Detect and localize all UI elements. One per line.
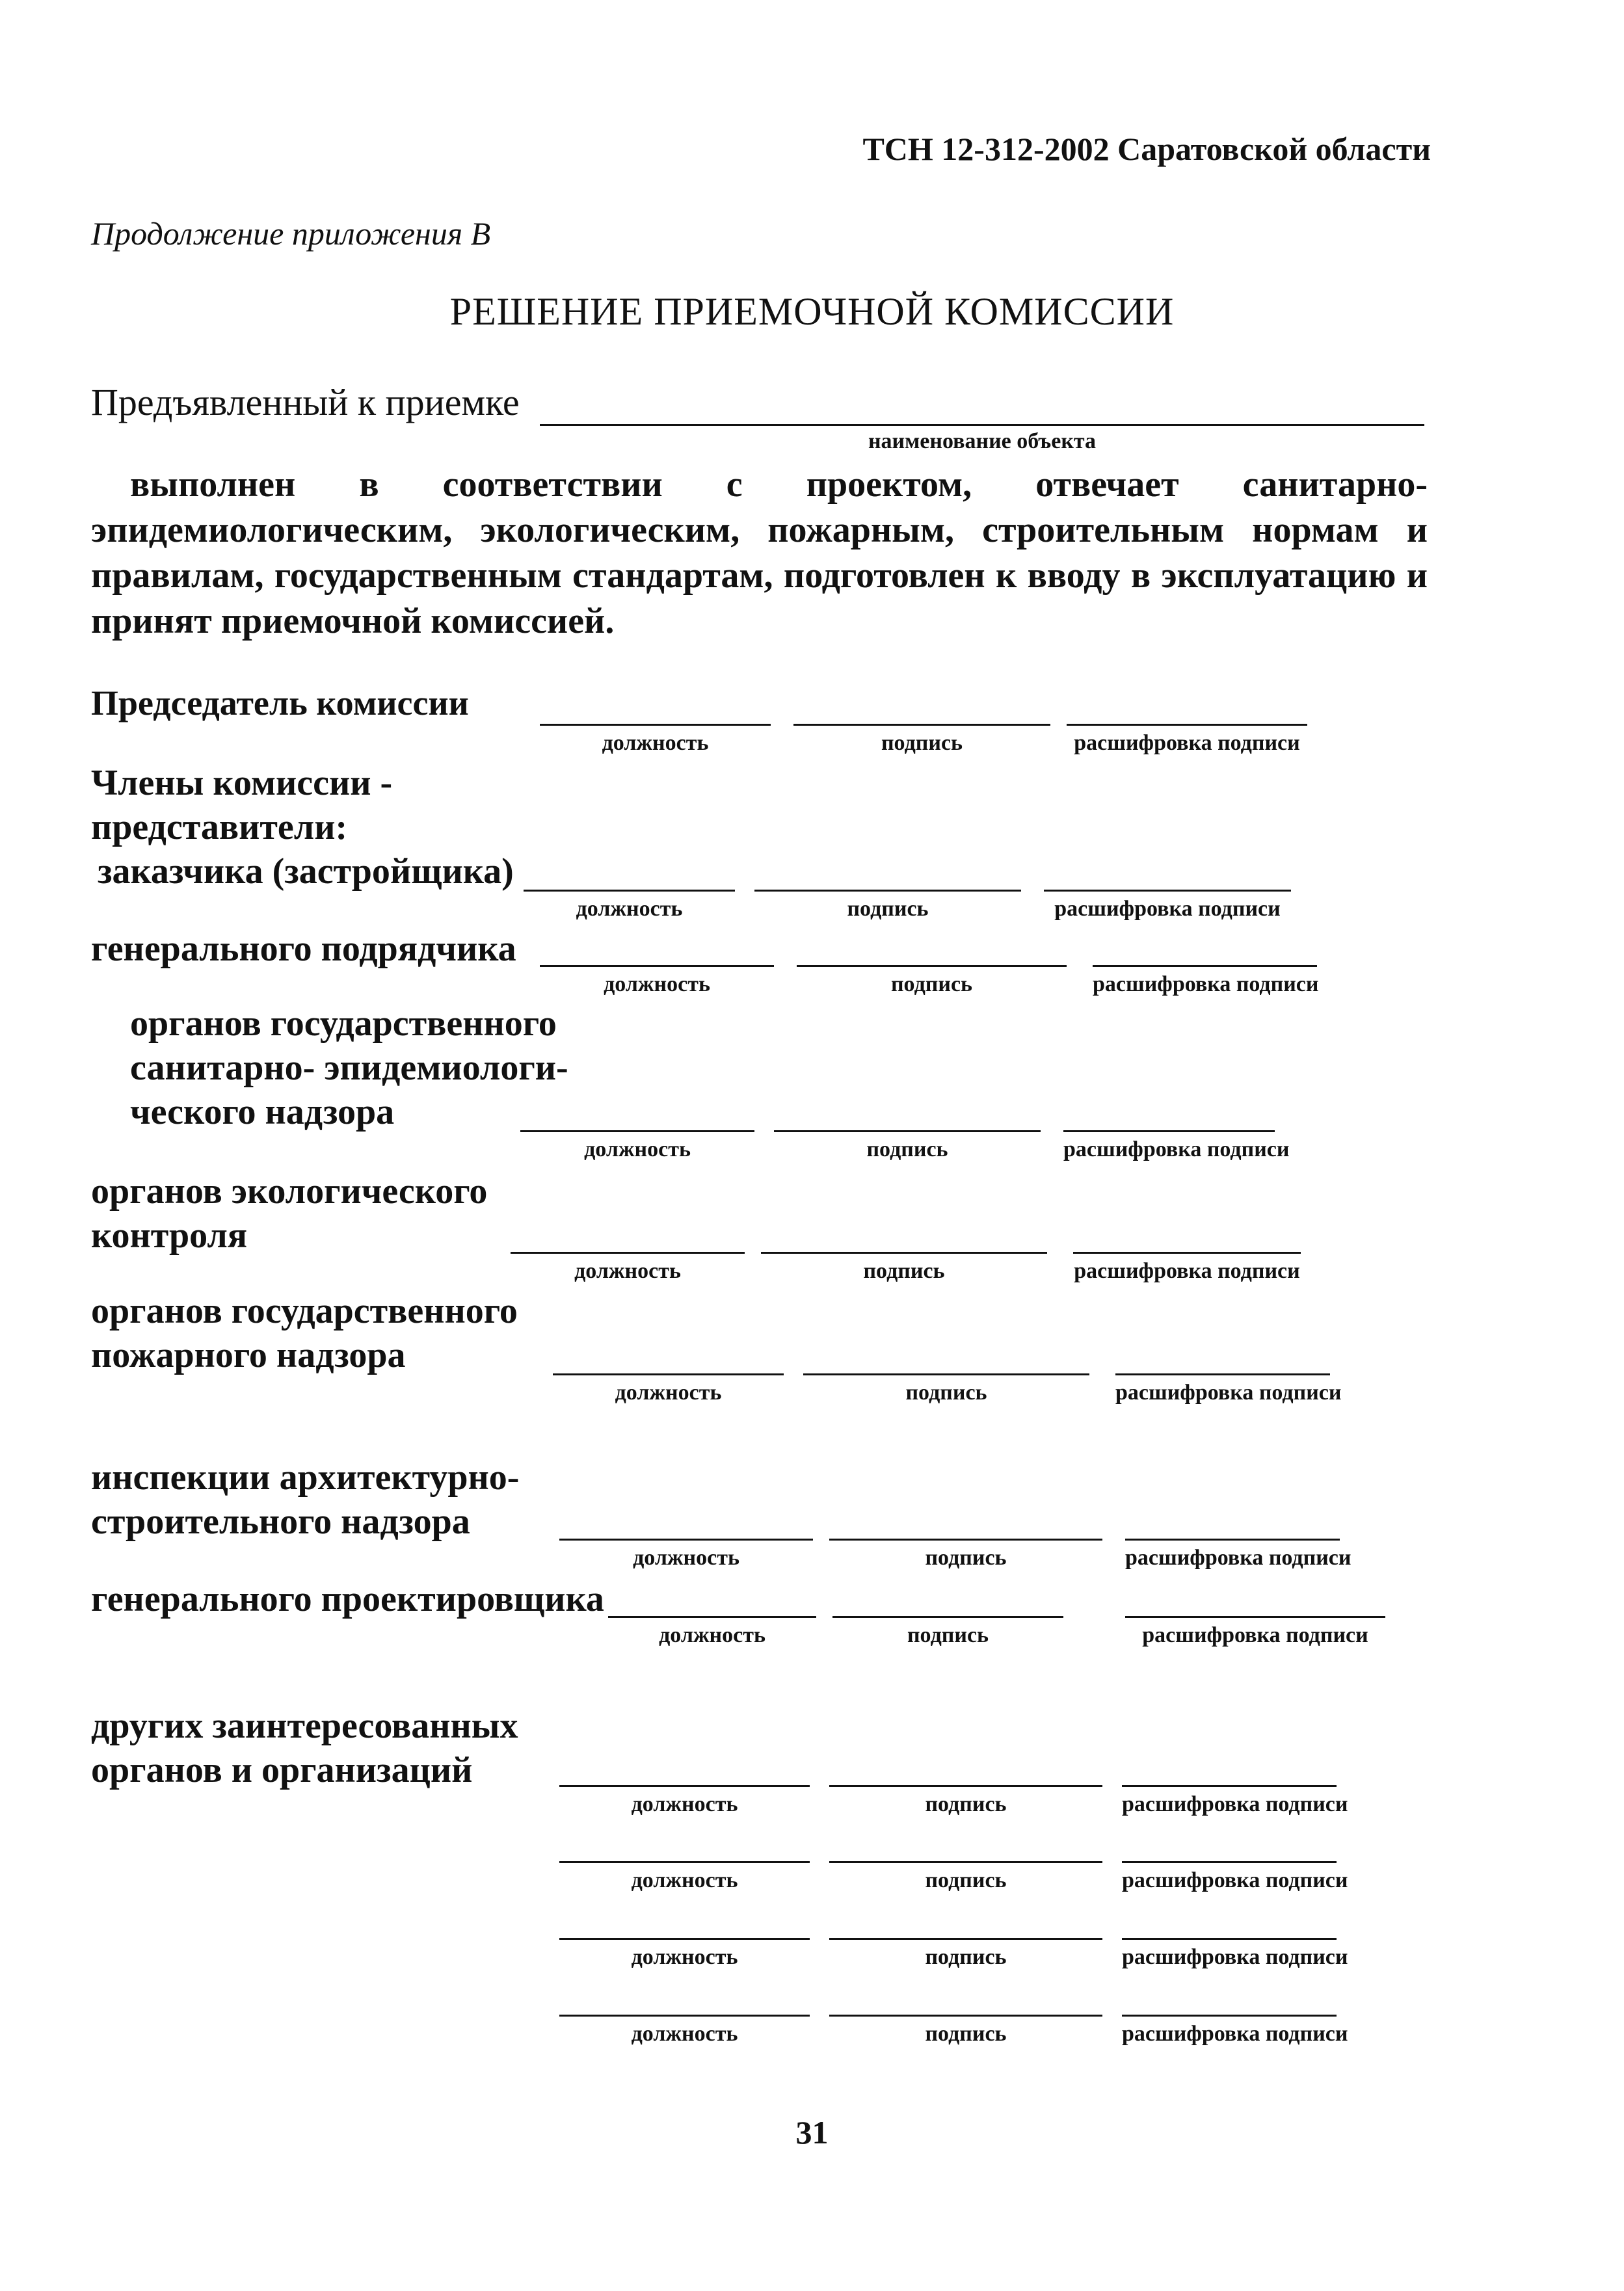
signature-caption: подпись [925,1945,1007,1969]
signature-caption: подпись [925,1792,1007,1816]
signature-cell-decoding [1067,724,1307,756]
decoding-caption: расшифровка подписи [1122,1945,1348,1969]
members-title-line1: Члены комиссии - [91,763,393,803]
position-caption: должность [631,1792,738,1816]
members-title-line2: представители: [91,807,348,847]
position-field[interactable] [559,1785,810,1787]
decoding-caption: расшифровка подписи [1054,897,1281,921]
signature-cell-signature [829,1938,1102,1970]
signature-cell-signature [761,1252,1047,1284]
ecological-label-line1: органов экологического [91,1171,488,1212]
decoding-field[interactable] [1063,1130,1275,1132]
signature-cell-decoding [1122,1861,1348,1893]
page-title: РЕШЕНИЕ ПРИЕМОЧНОЙ КОМИССИИ [449,290,1175,333]
decoding-caption: расшифровка подписи [1125,1546,1351,1570]
signature-cell-position [524,890,735,921]
signature-cell-position [559,2015,810,2046]
decoding-caption: расшифровка подписи [1063,1137,1290,1161]
signature-cell-decoding [1115,1373,1342,1405]
signature-cell-position [540,724,771,756]
appendix-continuation: Продолжение приложения В [91,215,491,252]
signature-cell-position [540,965,774,997]
signature-field[interactable] [774,1130,1041,1132]
position-field[interactable] [524,890,735,892]
signature-cell-decoding [1073,1252,1301,1284]
signature-cell-signature [793,724,1050,756]
object-name-caption: наименование объекта [868,429,1097,453]
object-name-field[interactable] [540,424,1424,426]
signature-caption: подпись [925,2022,1007,2046]
signature-cell-signature [829,2015,1102,2046]
position-field[interactable] [559,1539,813,1541]
customer-label: заказчика (застройщика) [98,851,514,892]
signature-cell-signature [829,1539,1102,1570]
signature-cell-decoding [1122,1785,1348,1817]
others-label-line1: других заинтересованных [91,1706,518,1746]
decoding-caption: расшифровка подписи [1122,1868,1348,1892]
others-label-line2: органов и организаций [91,1750,473,1790]
general-designer-label: генерального проектировщика [91,1579,604,1619]
sanitary-label-line1: органов государственного [130,1003,557,1044]
ecological-label-line2: контроля [91,1215,248,1256]
position-caption: должность [576,897,683,921]
position-caption: должность [604,972,710,996]
decoding-field[interactable] [1093,965,1317,967]
chairman-label: Председатель комиссии [91,683,469,722]
general-contractor-label: генерального подрядчика [91,929,516,969]
position-field[interactable] [511,1252,745,1254]
signature-cell-signature [797,965,1067,997]
position-caption: должность [584,1137,691,1161]
decoding-field[interactable] [1122,1861,1337,1863]
decoding-caption: расшифровка подписи [1122,2022,1348,2046]
signature-caption: подпись [890,972,973,996]
decoding-field[interactable] [1122,2015,1337,2017]
signature-caption: подпись [866,1137,948,1161]
decoding-field[interactable] [1044,890,1291,892]
signature-field[interactable] [754,890,1021,892]
sanitary-label-line2: санитарно- эпидемиологи- [130,1048,568,1088]
decoding-caption: расшифровка подписи [1122,1792,1348,1816]
signature-cell-decoding [1044,890,1291,921]
position-caption: должность [633,1546,739,1570]
presented-label: Предъявленный к приемке [91,381,520,423]
signature-cell-signature [774,1130,1041,1162]
signature-field[interactable] [832,1616,1063,1618]
document-code: ТСН 12-312-2002 Саратовской области [862,131,1431,167]
signature-cell-signature [803,1373,1089,1405]
signature-field[interactable] [803,1373,1089,1375]
signature-cell-position [553,1373,784,1405]
signature-cell-signature [754,890,1021,921]
decoding-caption: расшифровка подписи [1093,972,1319,996]
signature-cell-decoding [1125,1539,1351,1570]
signature-field[interactable] [829,1539,1102,1541]
signature-cell-position [559,1785,810,1817]
signature-caption: подпись [905,1381,987,1405]
signature-caption: подпись [881,731,963,755]
position-field[interactable] [608,1616,816,1618]
signature-field[interactable] [761,1252,1047,1254]
signature-cell-position [559,1938,810,1970]
architecture-label-line2: строительного надзора [91,1502,470,1542]
signature-cell-position [559,1861,810,1893]
signature-cell-signature [829,1785,1102,1817]
fire-label-line1: органов государственного [91,1291,518,1331]
decoding-field[interactable] [1122,1938,1337,1940]
decoding-field[interactable] [1125,1616,1385,1618]
fire-label-line2: пожарного надзора [91,1335,406,1375]
position-caption: должность [659,1623,765,1647]
signature-field[interactable] [829,2015,1102,2017]
position-field[interactable] [559,1861,810,1863]
signature-cell-decoding [1093,965,1317,997]
signature-cell-signature [829,1861,1102,1893]
position-caption: должность [574,1259,681,1283]
decoding-field[interactable] [1115,1373,1330,1375]
position-caption: должность [602,731,709,755]
signature-cell-signature [832,1616,1063,1648]
position-field[interactable] [540,965,774,967]
page-number: 31 [795,2114,829,2151]
signature-cell-decoding [1125,1616,1385,1648]
decoding-caption: расшифровка подписи [1074,1259,1300,1283]
decoding-field[interactable] [1067,724,1307,726]
position-field[interactable] [520,1130,754,1132]
signature-field[interactable] [793,724,1050,726]
signature-caption: подпись [863,1259,945,1283]
position-caption: должность [631,1945,738,1969]
decoding-caption: расшифровка подписи [1074,731,1300,755]
decision-paragraph: выполнен в соответствии с проектом, отвечает санитарно-эпидемиологическим, экологическим, пожарным, строительным нормам и правилам, государственным стандартам, подготовлен к вводу в эксплуатацию и принят приемочной комиссией. [91,464,1428,641]
decoding-field[interactable] [1122,1785,1337,1787]
signature-caption: подпись [847,897,929,921]
decoding-field[interactable] [1125,1539,1340,1541]
position-field[interactable] [559,2015,810,2017]
decoding-caption: расшифровка подписи [1142,1623,1368,1647]
signature-cell-position [559,1539,813,1570]
signature-cell-decoding [1122,1938,1348,1970]
signature-cell-position [511,1252,745,1284]
signature-field[interactable] [829,1861,1102,1863]
position-caption: должность [631,1868,738,1892]
signature-field[interactable] [829,1785,1102,1787]
signature-cell-position [520,1130,754,1162]
signature-cell-decoding [1122,2015,1348,2046]
position-field[interactable] [559,1938,810,1940]
position-field[interactable] [540,724,771,726]
signature-field[interactable] [829,1938,1102,1940]
signature-cell-position [608,1616,816,1648]
signature-caption: подпись [907,1623,989,1647]
position-field[interactable] [553,1373,784,1375]
signature-cell-decoding [1063,1130,1290,1162]
architecture-label-line1: инспекции архитектурно- [91,1457,520,1498]
signature-caption: подпись [925,1546,1007,1570]
decoding-caption: расшифровка подписи [1115,1381,1342,1405]
position-caption: должность [615,1381,722,1405]
position-caption: должность [631,2022,738,2046]
sanitary-label-line3: ческого надзора [130,1092,395,1132]
decoding-field[interactable] [1073,1252,1301,1254]
signature-caption: подпись [925,1868,1007,1892]
signature-field[interactable] [797,965,1067,967]
